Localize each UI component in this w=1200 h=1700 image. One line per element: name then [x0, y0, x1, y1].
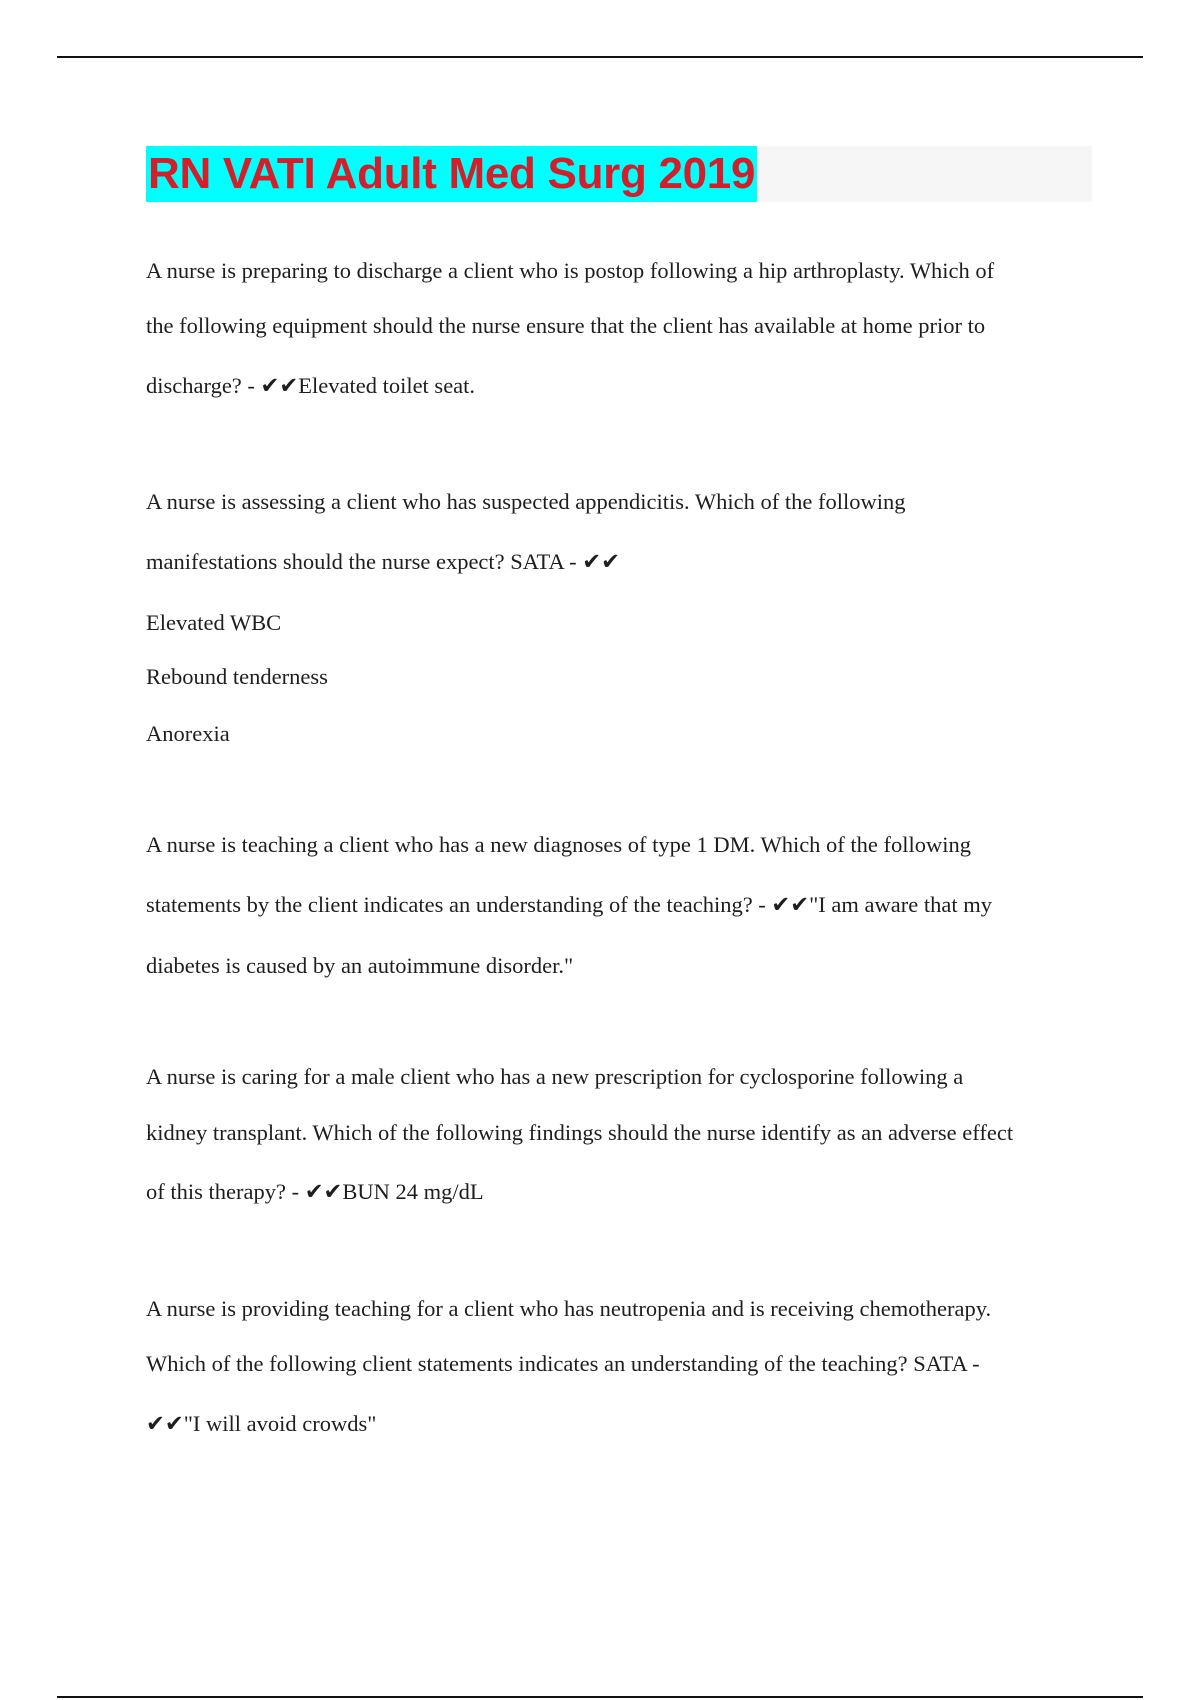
question-1-line-3: discharge? - ✔✔Elevated toilet seat. — [146, 373, 476, 398]
question-5-line-1: A nurse is providing teaching for a client who has neutropenia and is receiving chemotherapy. — [146, 1296, 992, 1321]
question-1-line-1: A nurse is preparing to discharge a client who is postop following a hip arthroplasty. Which of — [146, 258, 995, 283]
question-2-line-2: manifestations should the nurse expect? SATA - ✔✔ — [146, 549, 620, 574]
answer-item: Elevated WBC — [146, 610, 282, 635]
answer-item: Rebound tenderness — [146, 664, 328, 689]
question-2-line-1: A nurse is assessing a client who has suspected appendicitis. Which of the following — [146, 489, 906, 514]
question-1-line-2: the following equipment should the nurse ensure that the client has available at home prior to — [146, 313, 986, 338]
question-3-line-1: A nurse is teaching a client who has a new diagnoses of type 1 DM. Which of the following — [146, 832, 972, 857]
document-title: RN VATI Adult Med Surg 2019 — [146, 146, 757, 202]
top-rule — [57, 56, 1143, 58]
question-5-line-2: Which of the following client statements indicates an understanding of the teaching? SATA - — [146, 1351, 980, 1376]
question-5-line-3: ✔✔"I will avoid crowds" — [146, 1411, 377, 1436]
question-4-line-2: kidney transplant. Which of the following findings should the nurse identify as an adverse effect — [146, 1120, 1014, 1145]
question-4-line-3: of this therapy? - ✔✔BUN 24 mg/dL — [146, 1179, 484, 1204]
question-3-line-3: diabetes is caused by an autoimmune disorder." — [146, 953, 574, 978]
answer-item: Anorexia — [146, 721, 230, 746]
bottom-rule — [57, 1696, 1143, 1698]
question-3-line-2: statements by the client indicates an understanding of the teaching? - ✔✔"I am aware that my — [146, 892, 992, 917]
question-4-line-1: A nurse is caring for a male client who has a new prescription for cyclosporine following a — [146, 1064, 964, 1089]
